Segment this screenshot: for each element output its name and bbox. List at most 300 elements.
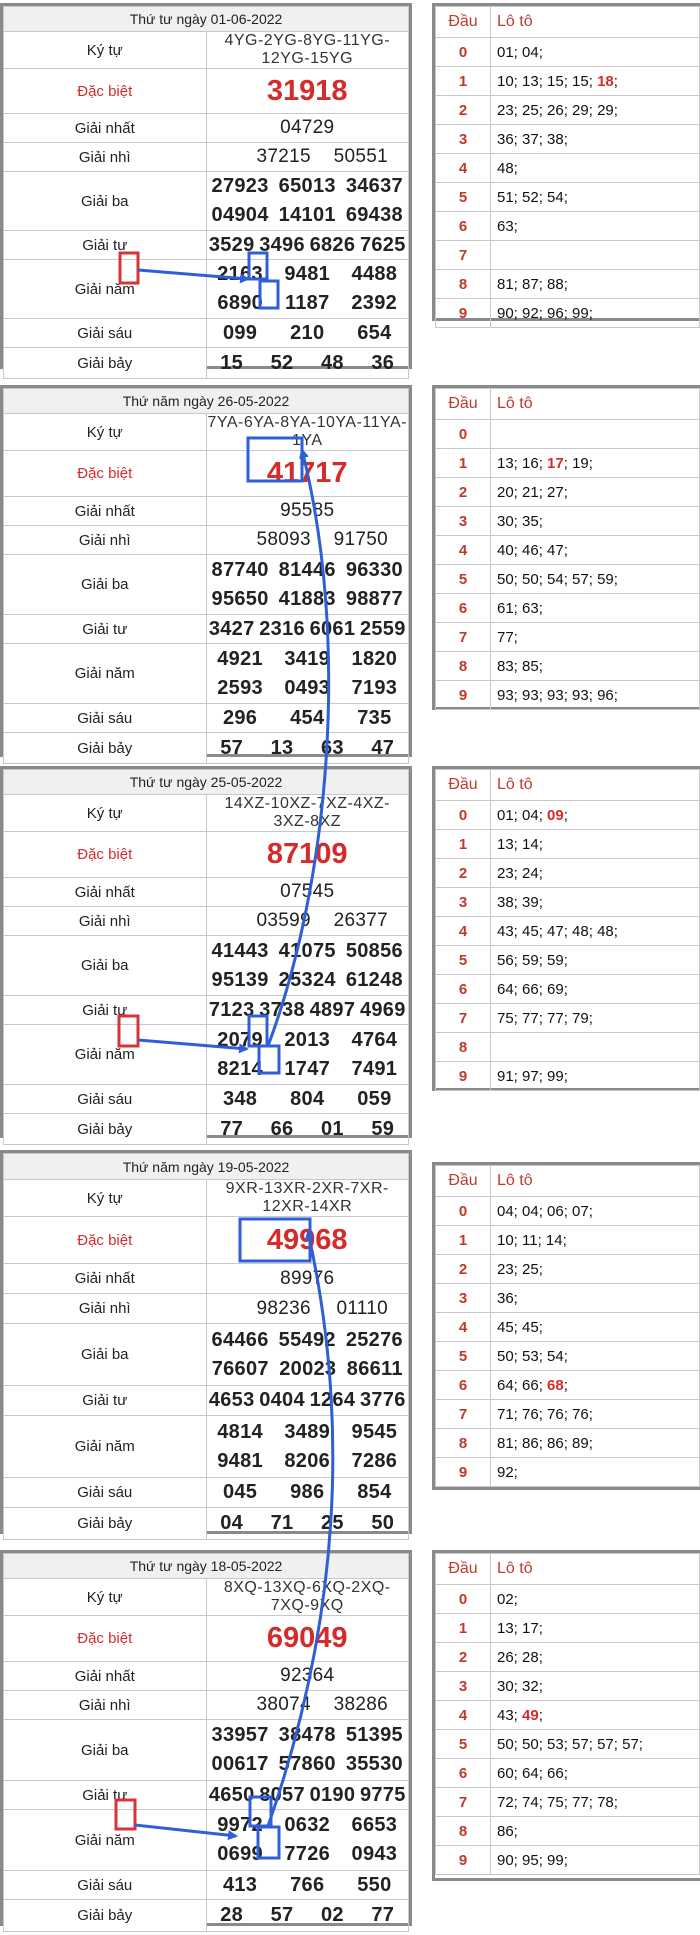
loto-values — [491, 299, 700, 328]
loto-text: 01; 04; — [497, 43, 543, 61]
dau-digit: 8 — [436, 1429, 491, 1458]
giai-bay-number: 57 — [220, 736, 244, 759]
giai_tu-label: Giải tư — [4, 231, 207, 260]
dau-digit: 1 — [436, 1226, 491, 1255]
loto-text: ; — [563, 1376, 568, 1394]
giai_sau-label: Giải sáu — [4, 1085, 207, 1114]
fifth-prize-number: 0632 — [284, 1814, 331, 1836]
loto-values — [491, 1226, 700, 1255]
loto-table — [432, 3, 700, 321]
dac_biet-label: Đặc biệt — [4, 451, 207, 497]
loto-header: Lô tô — [491, 1166, 700, 1197]
dau-digit: 1 — [436, 67, 491, 96]
loto-values — [491, 623, 700, 652]
dau-digit: 6 — [436, 1759, 491, 1788]
dau-digit: 7 — [436, 1400, 491, 1429]
dau-digit: 8 — [436, 1817, 491, 1846]
giai_bay-label: Giải bảy — [4, 733, 207, 764]
loto-values — [491, 1400, 700, 1429]
loto-values — [491, 478, 700, 507]
loto-text: 83; 85; — [497, 657, 543, 675]
giai-sau-number: 099 — [222, 321, 258, 344]
results-table — [0, 1150, 412, 1534]
dau-header: Đầu — [436, 7, 491, 38]
highlighted-loto: 49 — [522, 1706, 539, 1724]
loto-text: 60; 64; 66; — [497, 1764, 568, 1782]
draw-date-title: Thứ tư ngày 18-05-2022 — [4, 1554, 409, 1579]
loto-text: 10; 11; 14; — [497, 1231, 567, 1249]
giai_nam-label: Giải năm — [4, 1810, 207, 1871]
giai-tu-number: 0190 — [309, 1783, 356, 1806]
dau-digit: 1 — [436, 1614, 491, 1643]
loto-values — [491, 681, 700, 710]
giai-sau-number: 654 — [357, 321, 392, 344]
dau-digit: 4 — [436, 917, 491, 946]
special-prize-number: 31918 — [206, 69, 409, 114]
loto-values — [491, 536, 700, 565]
second-prize-number: 38074 — [256, 1694, 311, 1715]
loto-values — [491, 1614, 700, 1643]
draw-date-title: Thứ tư ngày 01-06-2022 — [4, 7, 409, 32]
dau-header: Đầu — [436, 389, 491, 420]
loto-text: 20; 21; 27; — [497, 483, 568, 501]
giai-tu-number: 7625 — [359, 233, 406, 256]
fifth-prize-number: 7726 — [284, 1843, 331, 1865]
loto-values — [491, 946, 700, 975]
giai_nhat-label: Giải nhất — [4, 1264, 207, 1294]
loto-header: Lô tô — [491, 389, 700, 420]
loto-text: 51; 52; 54; — [497, 188, 568, 206]
third-prize-number: 38478 — [278, 1724, 336, 1746]
third-prize-number: 81446 — [278, 558, 336, 581]
second-prize-number: 01110 — [336, 1297, 388, 1319]
fifth-prize-number: 3489 — [284, 1420, 331, 1443]
loto-values — [491, 1313, 700, 1342]
loto-values — [491, 1585, 700, 1614]
dau-digit: 6 — [436, 975, 491, 1004]
dau-digit: 0 — [436, 1197, 491, 1226]
fifth-prize-number: 9972 — [217, 1814, 263, 1836]
giai-bay-number: 13 — [270, 736, 294, 759]
third-prize-number: 95650 — [211, 587, 269, 610]
giai-bay-number: 77 — [371, 1904, 395, 1926]
loto-text: 64; 66; 69; — [497, 980, 568, 998]
dau-digit: 3 — [436, 1672, 491, 1701]
fifth-prize-number: 7491 — [351, 1057, 398, 1080]
loto-text: 64; 66; — [497, 1376, 548, 1394]
fifth-prize-number: 9481 — [217, 1449, 263, 1472]
draw-date-title: Thứ năm ngày 26-05-2022 — [4, 389, 409, 414]
highlighted-loto: 09 — [547, 806, 564, 824]
loto-text: 13; 14; — [497, 835, 543, 853]
loto-values — [491, 1846, 700, 1875]
loto-values — [491, 1342, 700, 1371]
loto-table — [432, 1162, 700, 1490]
loto-table — [432, 1550, 700, 1881]
third-prize-number: 76607 — [211, 1357, 269, 1380]
fifth-prize-number: 2163 — [217, 263, 263, 285]
dau-digit: 3 — [436, 1284, 491, 1313]
ky-tu-code: 4YG-2YG-8YG-11YG-12YG-15YG — [206, 32, 409, 69]
fifth-prize-number: 0493 — [284, 676, 331, 699]
giai-tu-number: 1264 — [309, 1389, 356, 1411]
loto-text: 23; 25; 26; 29; 29; — [497, 101, 618, 119]
fifth-prize-number: 1747 — [284, 1057, 331, 1080]
giai_nam-label: Giải năm — [4, 1416, 207, 1478]
dau-digit: 5 — [436, 946, 491, 975]
fifth-prize-number: 0943 — [351, 1843, 398, 1865]
second-prize-number: 26377 — [333, 910, 388, 931]
loto-values — [491, 565, 700, 594]
giai-sau-number: 766 — [290, 1873, 325, 1896]
giai-tu-number: 3496 — [259, 233, 305, 256]
dau-digit: 4 — [436, 154, 491, 183]
fifth-prize-number: 0699 — [217, 1843, 263, 1865]
dau-digit: 7 — [436, 1004, 491, 1033]
loto-text: 90; 95; 99; — [497, 1851, 568, 1869]
giai-sau-number: 804 — [290, 1087, 325, 1110]
giai_sau-label: Giải sáu — [4, 1478, 207, 1508]
dau-digit: 2 — [436, 96, 491, 125]
giai_nhi-label: Giải nhì — [4, 526, 207, 555]
loto-text: 30; 35; — [497, 512, 543, 530]
giai-tu-number: 3738 — [259, 998, 305, 1021]
third-prize-number: 87740 — [211, 558, 269, 581]
giai-bay-number: 36 — [371, 351, 395, 374]
results-table — [0, 385, 412, 757]
giai-tu-number: 4653 — [208, 1389, 255, 1411]
loto-values — [491, 125, 700, 154]
ky-tu-code: 14XZ-10XZ-7XZ-4XZ-3XZ-8XZ — [206, 795, 409, 832]
loto-text: ; — [563, 806, 568, 824]
giai-bay-number: 52 — [270, 351, 294, 374]
giai-sau-number: 348 — [222, 1087, 258, 1110]
loto-values — [491, 652, 700, 681]
loto-text: 50; 50; 53; 57; 57; 57; — [497, 1735, 643, 1753]
third-prize-number: 20023 — [279, 1357, 337, 1380]
giai-tu-number: 6826 — [309, 233, 356, 256]
first-prize-number: 89976 — [206, 1264, 409, 1294]
giai-bay-number: 71 — [270, 1512, 294, 1534]
loto-text: 75; 77; 77; 79; — [497, 1009, 593, 1027]
second-prize-number: 37215 — [256, 146, 311, 167]
loto-values — [491, 1004, 700, 1033]
loto-text: 26; 28; — [497, 1648, 543, 1666]
third-prize-number: 96330 — [345, 558, 403, 581]
giai_nhat-label: Giải nhất — [4, 1662, 207, 1691]
loto-text: 86; — [497, 1822, 518, 1840]
dau-digit: 0 — [436, 1585, 491, 1614]
dau-digit: 6 — [436, 594, 491, 623]
dau-digit: 8 — [436, 270, 491, 299]
dac_biet-label: Đặc biệt — [4, 832, 207, 878]
giai-tu-number: 3427 — [208, 617, 255, 640]
fifth-prize-number: 4921 — [217, 647, 263, 670]
dau-digit: 3 — [436, 888, 491, 917]
dau-digit: 1 — [436, 830, 491, 859]
giai-bay-number: 01 — [321, 1117, 344, 1140]
special-prize-number: 87109 — [206, 832, 409, 878]
loto-text: 92; — [497, 1463, 518, 1481]
loto-values — [491, 1759, 700, 1788]
loto-values — [491, 449, 700, 478]
ky_tu-label: Ký tự — [4, 1180, 207, 1217]
ky-tu-code: 7YA-6YA-8YA-10YA-11YA-1YA — [207, 414, 408, 449]
draw-date-title: Thứ năm ngày 19-05-2022 — [4, 1154, 409, 1180]
loto-values — [491, 212, 700, 241]
second-prize-number: 03599 — [256, 910, 311, 931]
third-prize-number: 51395 — [345, 1724, 403, 1746]
loto-values — [491, 183, 700, 212]
loto-values — [491, 1788, 700, 1817]
loto-text: 01; 04; — [497, 806, 548, 824]
dau-digit: 5 — [436, 565, 491, 594]
fifth-prize-number: 7193 — [351, 676, 398, 699]
dau-digit: 9 — [436, 1062, 491, 1091]
highlighted-loto: 17 — [547, 454, 564, 472]
dau-digit: 7 — [436, 623, 491, 652]
loto-text: 23; 25; — [497, 1260, 543, 1278]
loto-text: 72; 74; 75; 77; 78; — [497, 1793, 618, 1811]
dau-digit: 8 — [436, 652, 491, 681]
loto-text: 71; 76; 76; 76; — [497, 1405, 593, 1423]
fifth-prize-number: 8206 — [284, 1449, 331, 1472]
giai_nhat-label: Giải nhất — [4, 497, 207, 526]
loto-values — [491, 38, 700, 67]
loto-table — [432, 766, 700, 1091]
loto-text: ; 19; — [563, 454, 593, 472]
dau-digit: 9 — [436, 1458, 491, 1487]
giai_ba-label: Giải ba — [4, 936, 207, 996]
giai-tu-number: 3776 — [359, 1389, 406, 1411]
loto-text: 61; 63; — [497, 599, 543, 617]
first-prize-number: 04729 — [206, 114, 409, 143]
third-prize-number: 14101 — [278, 204, 336, 226]
loto-values — [491, 830, 700, 859]
dac_biet-label: Đặc biệt — [4, 1217, 207, 1264]
dau-digit: 9 — [436, 299, 491, 328]
loto-text: 91; 97; 99; — [497, 1067, 568, 1085]
loto-text: ; — [613, 72, 618, 90]
second-prize-number: 91750 — [333, 529, 388, 550]
giai-sau-number: 045 — [222, 1481, 258, 1503]
loto-values — [491, 975, 700, 1004]
fifth-prize-number: 7286 — [351, 1449, 398, 1472]
dau-digit: 6 — [436, 212, 491, 241]
loto-values — [491, 917, 700, 946]
third-prize-number: 61248 — [345, 968, 403, 991]
fifth-prize-number: 8214 — [217, 1057, 263, 1080]
loto-values — [491, 270, 700, 299]
loto-values — [491, 154, 700, 183]
giai-bay-number: 28 — [220, 1904, 244, 1926]
giai_ba-label: Giải ba — [4, 172, 207, 231]
loto-values — [491, 241, 700, 270]
fifth-prize-number: 2392 — [351, 292, 398, 314]
loto-text: 81; 87; 88; — [497, 275, 568, 293]
giai_nhi-label: Giải nhì — [4, 1294, 207, 1324]
results-table — [0, 3, 412, 374]
fifth-prize-number: 2013 — [284, 1028, 331, 1051]
dau-digit: 2 — [436, 1255, 491, 1284]
loto-values — [491, 801, 700, 830]
giai-bay-number: 66 — [270, 1117, 294, 1140]
ky_tu-label: Ký tự — [4, 32, 207, 69]
giai_nhi-label: Giải nhì — [4, 907, 207, 936]
third-prize-number: 55492 — [278, 1328, 336, 1351]
dac_biet-label: Đặc biệt — [4, 69, 207, 114]
results-table — [0, 766, 412, 1138]
loto-text: 77; — [497, 628, 518, 646]
giai_nam-label: Giải năm — [4, 644, 207, 704]
loto-values — [491, 1255, 700, 1284]
dau-digit: 2 — [436, 1643, 491, 1672]
loto-table — [432, 385, 700, 710]
giai_tu-label: Giải tư — [4, 996, 207, 1025]
giai-tu-number: 6061 — [309, 617, 356, 640]
third-prize-number: 98877 — [345, 587, 403, 610]
giai-tu-number: 7123 — [208, 998, 255, 1021]
giai-tu-number: 0404 — [259, 1389, 305, 1411]
fifth-prize-number: 4764 — [351, 1028, 398, 1051]
dau-digit: 5 — [436, 1342, 491, 1371]
loto-text: 90; 92; 96; 99; — [497, 304, 593, 322]
third-prize-number: 50856 — [345, 939, 403, 962]
loto-text: 36; 37; 38; — [497, 130, 568, 148]
loto-values — [491, 420, 700, 449]
loto-text: 43; — [497, 1706, 523, 1724]
loto-values — [491, 1672, 700, 1701]
giai-bay-number: 04 — [220, 1512, 244, 1534]
third-prize-number: 00617 — [211, 1753, 269, 1775]
third-prize-number: 25276 — [345, 1328, 403, 1351]
second-prize-number: 38286 — [333, 1694, 388, 1715]
loto-text: 93; 93; 93; 93; 96; — [497, 686, 618, 704]
third-prize-number: 65013 — [278, 175, 336, 197]
giai_ba-label: Giải ba — [4, 1324, 207, 1386]
giai-bay-number: 59 — [371, 1117, 395, 1140]
giai_sau-label: Giải sáu — [4, 1871, 207, 1900]
giai-sau-number: 454 — [290, 706, 325, 729]
third-prize-number: 57860 — [278, 1753, 336, 1775]
giai-bay-number: 47 — [371, 736, 395, 759]
loto-values — [491, 859, 700, 888]
dau-digit: 4 — [436, 1701, 491, 1730]
third-prize-number: 33957 — [211, 1724, 269, 1746]
fifth-prize-number: 4488 — [351, 263, 398, 285]
dau-digit: 5 — [436, 1730, 491, 1759]
loto-values — [491, 1458, 700, 1487]
dau-digit: 6 — [436, 1371, 491, 1400]
giai_sau-label: Giải sáu — [4, 319, 207, 348]
giai_nam-label: Giải năm — [4, 1025, 207, 1085]
giai-tu-number: 2316 — [259, 617, 305, 640]
loto-values — [491, 1701, 700, 1730]
dau-digit: 7 — [436, 241, 491, 270]
loto-text: 50; 50; 54; 57; 59; — [497, 570, 618, 588]
fifth-prize-number: 1187 — [284, 292, 330, 314]
loto-text: 13; 17; — [497, 1619, 543, 1637]
third-prize-number: 86611 — [346, 1357, 403, 1380]
first-prize-number: 95585 — [206, 497, 409, 526]
dau-digit: 3 — [436, 507, 491, 536]
giai-sau-number: 413 — [222, 1873, 258, 1896]
giai-bay-number: 50 — [371, 1512, 395, 1534]
dau-digit: 0 — [436, 801, 491, 830]
giai-bay-number: 02 — [321, 1904, 344, 1926]
loto-values — [491, 594, 700, 623]
giai_nhi-label: Giải nhì — [4, 1691, 207, 1720]
third-prize-number: 69438 — [345, 204, 403, 226]
giai_nhi-label: Giải nhì — [4, 143, 207, 172]
giai_nam-label: Giải năm — [4, 260, 207, 319]
loto-text: 50; 53; 54; — [497, 1347, 568, 1365]
loto-values — [491, 1284, 700, 1313]
loto-values — [491, 1197, 700, 1226]
ky-tu-code: 8XQ-13XQ-6XQ-2XQ-7XQ-9XQ — [206, 1579, 409, 1616]
fifth-prize-number: 2593 — [217, 676, 263, 699]
loto-values — [491, 1062, 700, 1091]
giai-tu-number: 4897 — [309, 998, 356, 1021]
dau-digit: 1 — [436, 449, 491, 478]
first-prize-number: 92364 — [206, 1662, 409, 1691]
loto-values — [491, 1643, 700, 1672]
dau-digit: 2 — [436, 478, 491, 507]
results-table — [0, 1550, 412, 1926]
giai_nhat-label: Giải nhất — [4, 878, 207, 907]
loto-text: 63; — [497, 217, 518, 235]
fifth-prize-number: 9481 — [284, 263, 331, 285]
giai-bay-number: 77 — [220, 1117, 244, 1140]
dau-digit: 2 — [436, 859, 491, 888]
draw-date-title: Thứ tư ngày 25-05-2022 — [4, 770, 409, 795]
fifth-prize-number: 4814 — [217, 1420, 263, 1443]
loto-text: 43; 45; 47; 48; 48; — [497, 922, 618, 940]
loto-values — [491, 1033, 700, 1062]
loto-header: Lô tô — [491, 1554, 700, 1585]
ky_tu-label: Ký tự — [4, 1579, 207, 1616]
loto-text: 81; 86; 86; 89; — [497, 1434, 593, 1452]
loto-text: 13; 16; — [497, 454, 548, 472]
second-prize-number: 58093 — [256, 529, 311, 550]
giai_bay-label: Giải bảy — [4, 1114, 207, 1145]
loto-text: 10; 13; 15; 15; — [497, 72, 598, 90]
special-prize-number: 69049 — [206, 1616, 409, 1662]
ky_tu-label: Ký tự — [4, 795, 207, 832]
fifth-prize-number: 3419 — [284, 647, 331, 670]
loto-values — [491, 888, 700, 917]
fifth-prize-number: 9545 — [351, 1420, 398, 1443]
third-prize-number: 25324 — [278, 968, 336, 991]
dau-digit: 7 — [436, 1788, 491, 1817]
third-prize-number: 04904 — [211, 204, 269, 226]
second-prize-number: 98236 — [256, 1297, 311, 1319]
giai-tu-number: 9775 — [359, 1783, 406, 1806]
dac_biet-label: Đặc biệt — [4, 1616, 207, 1662]
giai_bay-label: Giải bảy — [4, 1900, 207, 1932]
third-prize-number: 41443 — [211, 939, 269, 962]
loto-header: Lô tô — [491, 7, 700, 38]
loto-text: 48; — [497, 159, 518, 177]
second-prize-number: 50551 — [333, 146, 388, 167]
loto-text: 45; 45; — [497, 1318, 543, 1336]
dau-digit: 4 — [436, 1313, 491, 1342]
third-prize-number: 35530 — [345, 1753, 403, 1775]
loto-text: 23; 24; — [497, 864, 543, 882]
first-prize-number: 07545 — [206, 878, 409, 907]
ky_tu-label: Ký tự — [4, 414, 207, 451]
giai-sau-number: 296 — [222, 706, 258, 729]
